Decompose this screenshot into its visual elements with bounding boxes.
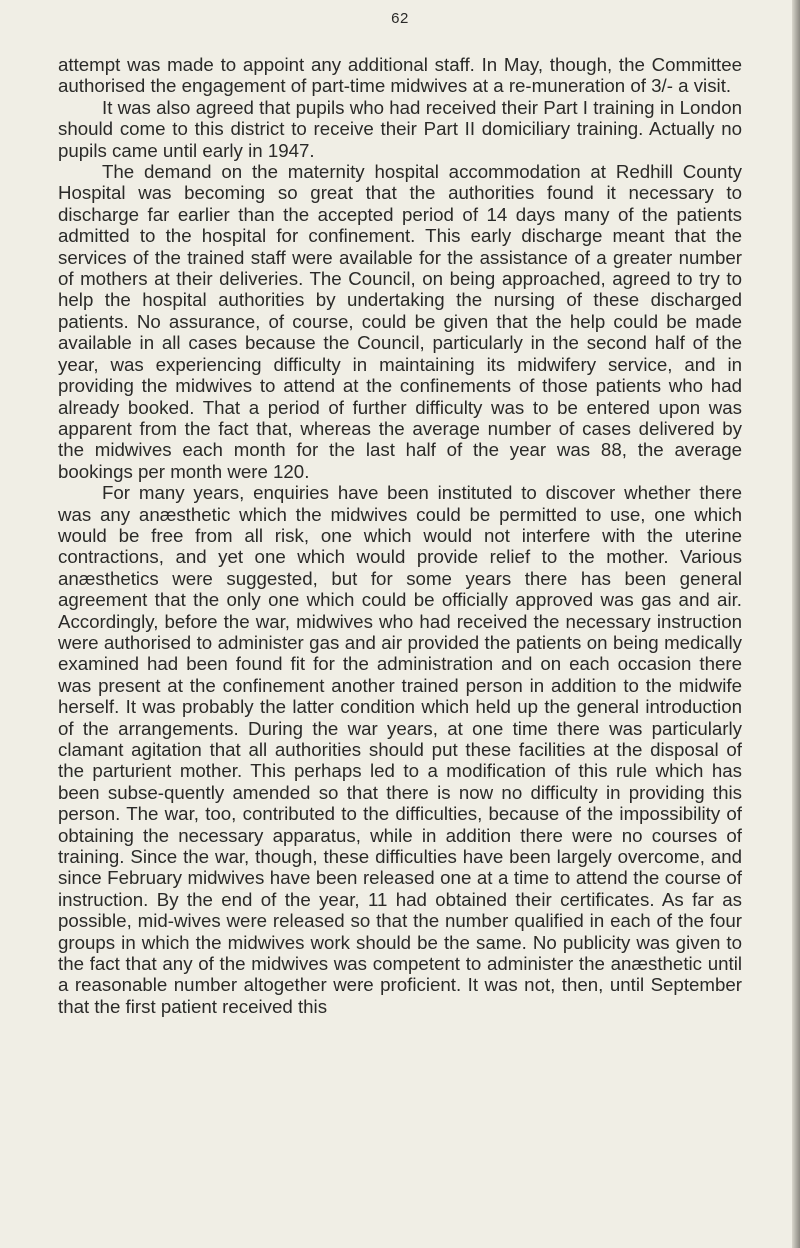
paragraph-3: The demand on the maternity hospital accommodation at Redhill County Hospital was becoming so great that the authorities found it necessary to discharge far earlier than the accepted period of 14 days many of the patients admitted to the hospital for confinement. This early discharge meant that the services of the trained staff were available for the assistance of a greater number of mothers at their deliveries. The Council, on being approached, agreed to try to help the hospital authorities by undertaking the nursing of these discharged patients. No assurance, of course, could be given that the help could be made available in all cases because the Council, particularly in the second half of the year, was experiencing difficulty in maintaining its midwifery service, and in providing the midwives to attend at the confinements of those patients who had already booked. That a period of further difficulty was to be entered upon was apparent from the fact that, whereas the average number of cases delivered by the midwives each month for the last half of the year was 88, the average bookings per month were 120. xyxy=(58,161,742,482)
paragraph-4: For many years, enquiries have been instituted to discover whether there was any anæsthetic which the midwives could be permitted to use, one which would be free from all risk, one which would not interfere with the uterine contractions, and yet one which would provide relief to the mother. Various anæsthetics were suggested, but for some years there has been general agreement that the only one which could be officially approved was gas and air. Accordingly, before the war, midwives who had received the necessary instruction were authorised to administer gas and air provided the patients on being medically examined had been found fit for the administration and on each occasion there was present at the confinement another trained person in addition to the midwife herself. It was probably the latter condition which held up the general introduction of the arrangements. During the war years, at one time there was particularly clamant agitation that all authorities should put these facilities at the disposal of the parturient mother. This perhaps led to a modification of this rule which has been subse-quently amended so that there is now no difficulty in providing this person. The war, too, contributed to the difficulties, because of the impossibility of obtaining the necessary apparatus, while in addition there were no courses of training. Since the war, though, these difficulties have been largely overcome, and since February midwives have been released one at a time to attend the course of instruction. By the end of the year, 11 had obtained their certificates. As far as possible, mid-wives were released so that the number qualified in each of the four groups in which the midwives work should be the same. No publicity was given to the fact that any of the midwives was competent to administer the anæsthetic until a reasonable number altogether were proficient. It was not, then, until September that the first patient received this xyxy=(58,482,742,1017)
page-edge-shadow xyxy=(792,0,800,1248)
paragraph-2: It was also agreed that pupils who had received their Part I training in London should come to this district to receive their Part II domiciliary training. Actually no pupils came until early in 1947. xyxy=(58,96,742,161)
body-text xyxy=(58,54,742,1017)
paragraph-1: attempt was made to appoint any additional staff. In May, though, the Committee authorised the engagement of part-time midwives at a re-muneration of 3/- a visit. xyxy=(58,54,742,97)
page-number: 62 xyxy=(391,10,409,27)
